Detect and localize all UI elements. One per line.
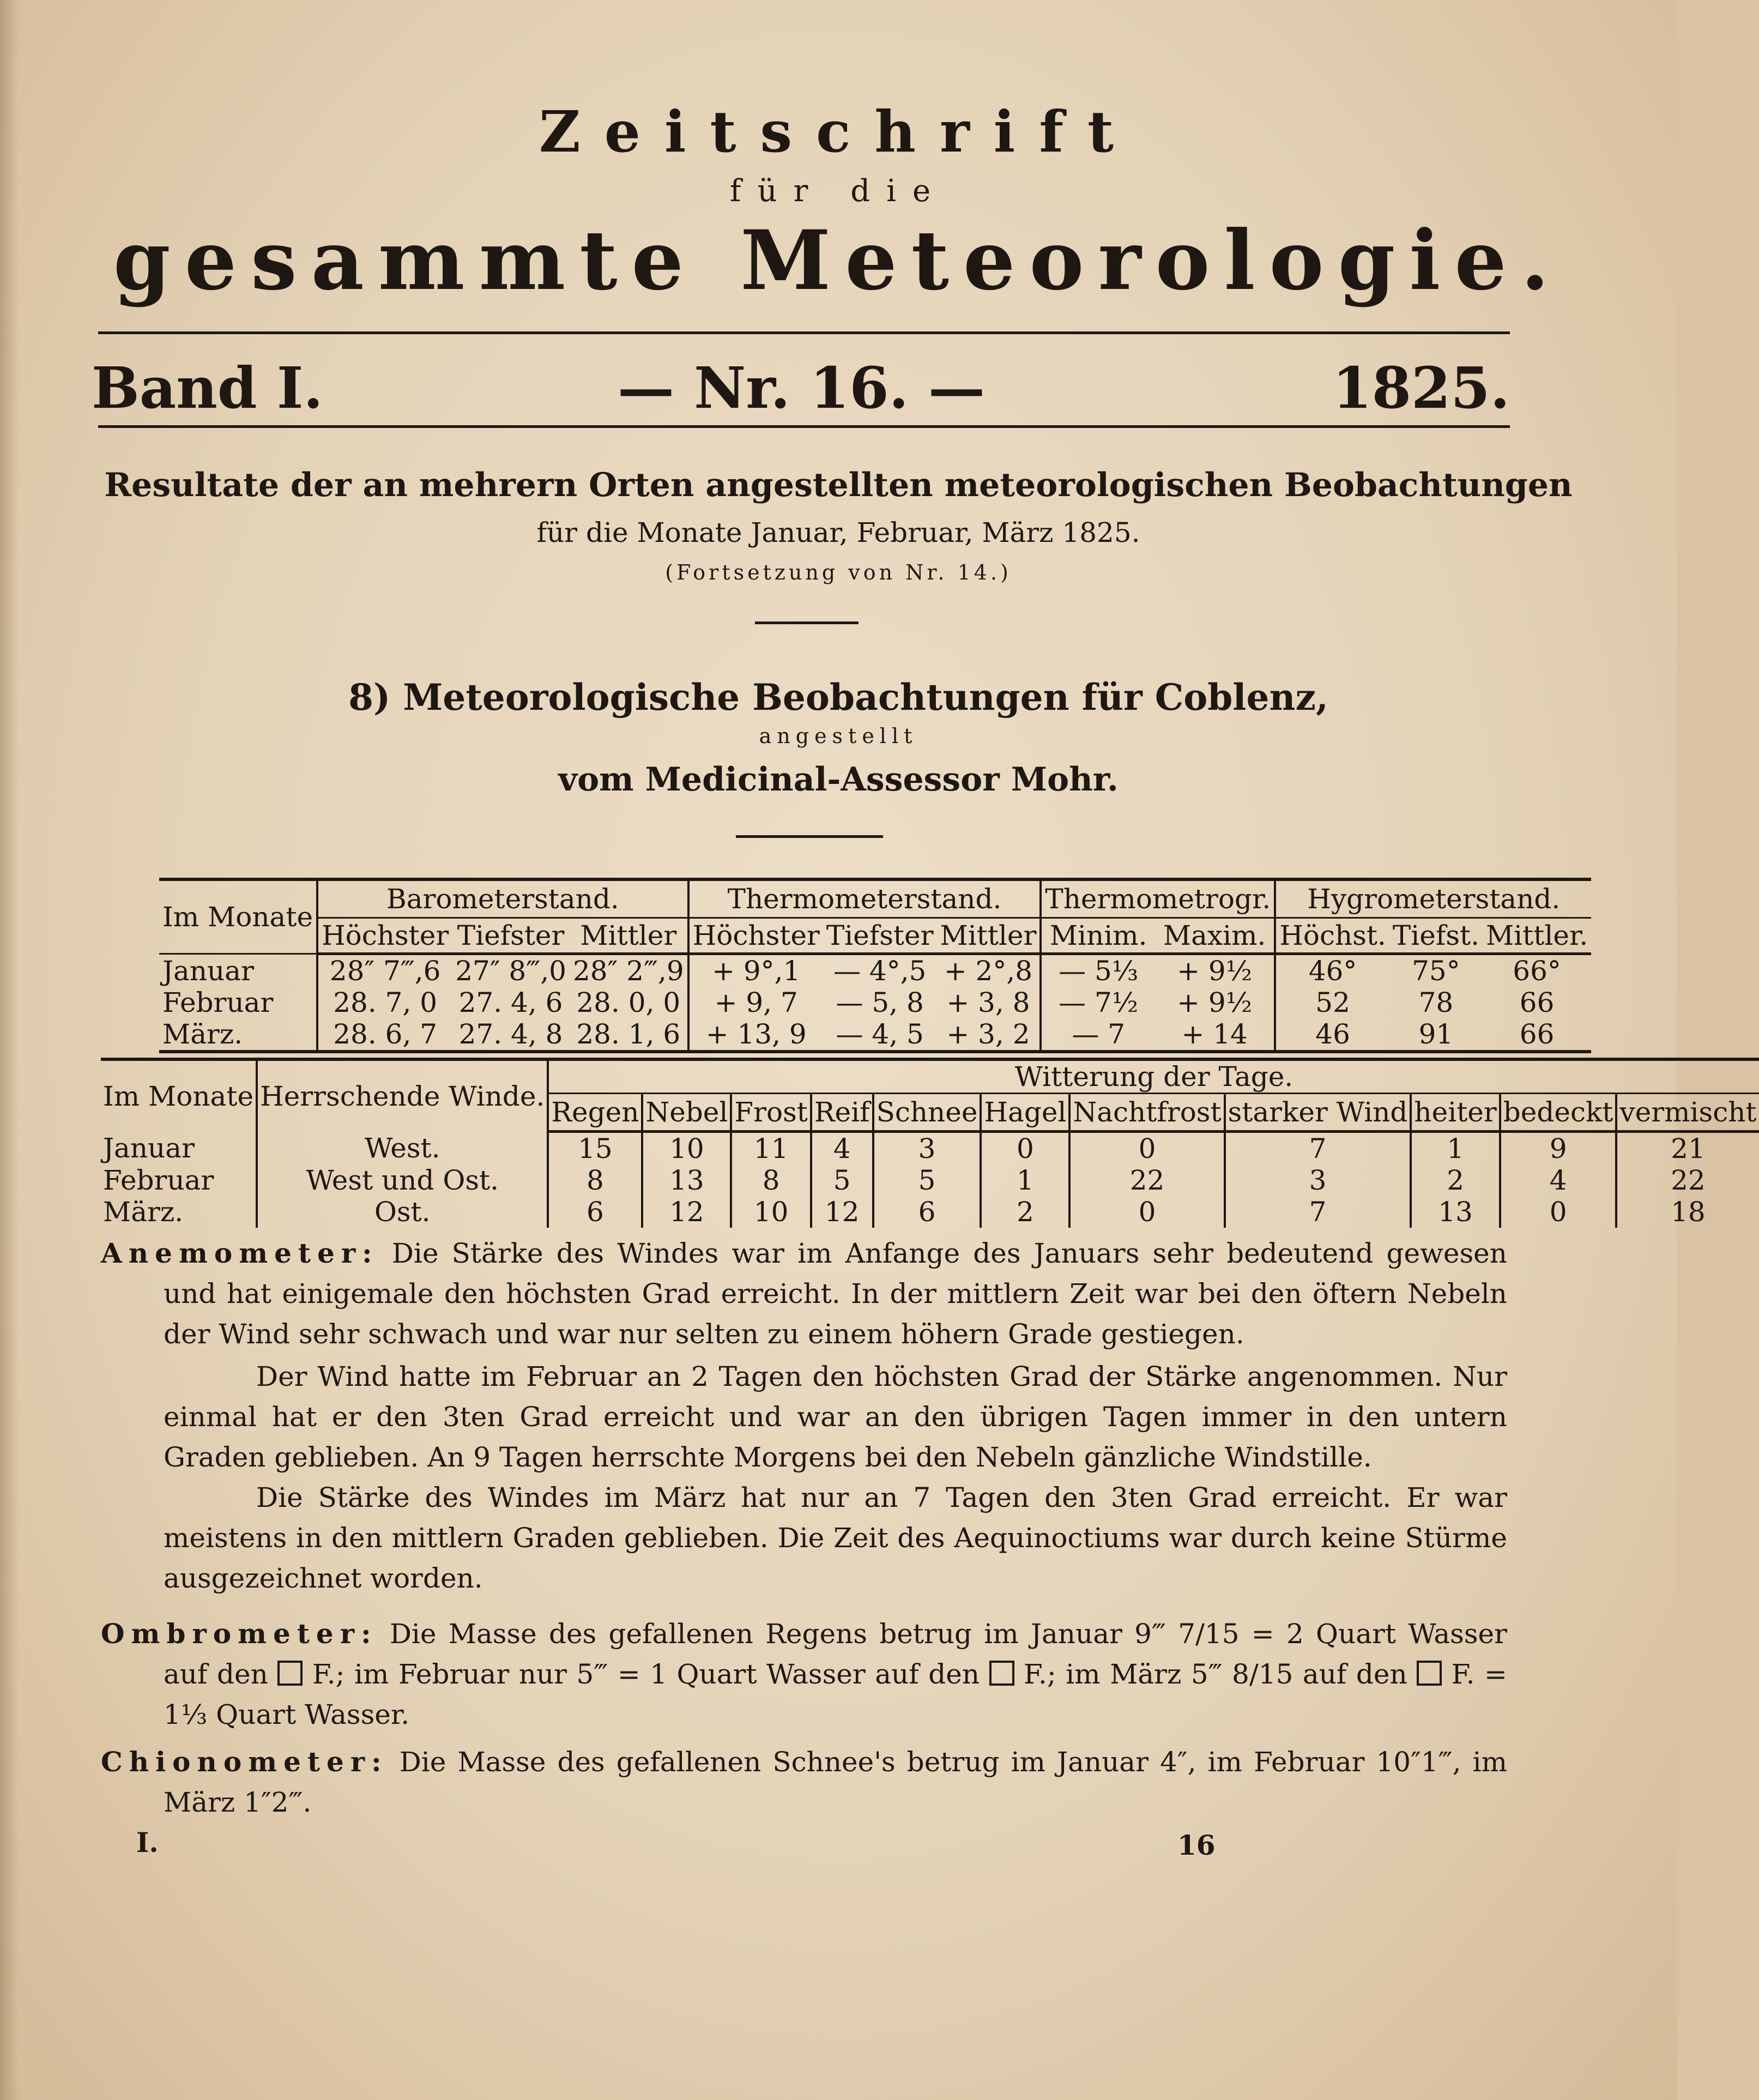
column-header: Mittler.: [1483, 918, 1591, 954]
group-header-barometer: Barometerstand.: [317, 879, 688, 918]
table-cell: 13: [1411, 1196, 1500, 1228]
table-cell: 18: [1616, 1196, 1758, 1228]
column-header: bedeckt: [1500, 1094, 1617, 1132]
table-cell: 1: [1411, 1132, 1500, 1165]
column-header: Minim.: [1041, 918, 1155, 954]
table-cell: 28. 0, 0: [576, 987, 681, 1018]
table-cell: 28. 1, 6: [570, 1018, 688, 1052]
table-cell: + 9, 7: [688, 987, 823, 1018]
table-cell: + 13, 9: [688, 1018, 823, 1052]
table-cell: 5: [873, 1164, 981, 1196]
column-header: Hagel: [981, 1094, 1069, 1132]
month-column-header: Im Monate: [159, 879, 317, 954]
table-row: [101, 1132, 1759, 1165]
section-author: vom Medicinal-Assessor Mohr.: [558, 761, 1119, 799]
table-cell: 78: [1418, 987, 1454, 1018]
table-cell: — 4, 5: [823, 1018, 937, 1052]
table-cell: 5: [811, 1164, 873, 1196]
march-text: Die Stärke des Windes im März hat nur an 7 Tagen den 3ten Grad erreicht. Er war meistens in den mittlern Graden geblieben. Die Zeit des Aequinoctiums war durch keine Stürme ausgezeichnet worden.: [164, 1482, 1507, 1594]
table-cell: + 9½: [1177, 987, 1253, 1018]
table-cell: — 5⅓: [1041, 954, 1155, 987]
square-unit-icon: [277, 1661, 303, 1686]
table-cell: 27″ 8‴,0: [455, 955, 566, 987]
group-header-weather: Witterung der Tage.: [548, 1059, 1758, 1094]
table-cell: — 4°,5: [833, 955, 927, 987]
february-paragraph: [101, 1356, 1507, 1477]
table-cell: 27. 4, 6: [458, 987, 563, 1018]
row-wind: Ost.: [257, 1196, 548, 1228]
section-title: 8) Meteorologische Beobachtungen für Coblenz,: [348, 676, 1328, 719]
divider-rule: [755, 621, 859, 624]
anemometer-label: Anemometer:: [101, 1237, 379, 1269]
table-cell: 66: [1483, 1018, 1591, 1052]
table-cell: 27. 4, 8: [452, 1018, 570, 1052]
instrument-table: [159, 878, 1591, 1053]
table-cell: + 3, 2: [937, 1018, 1041, 1052]
column-header: Tiefst.: [1389, 918, 1483, 954]
table-cell: 6: [548, 1196, 642, 1228]
column-header: Nebel: [642, 1094, 731, 1132]
table-cell: + 3, 8: [946, 987, 1030, 1018]
table-row: [159, 987, 1591, 1018]
table-cell: 11: [731, 1132, 811, 1165]
winds-column-header: Herrschende Winde.: [257, 1059, 548, 1132]
table-cell: 10: [731, 1196, 811, 1228]
ombrometer-text-c: F.; im März 5‴ 8/15 auf den: [1024, 1658, 1407, 1690]
table-cell: 4: [811, 1132, 873, 1165]
column-header: Mittler: [570, 918, 688, 954]
table-cell: 66: [1519, 987, 1555, 1018]
square-unit-icon: [989, 1661, 1014, 1686]
march-paragraph: [101, 1477, 1507, 1598]
table-cell: 12: [642, 1196, 731, 1228]
group-header-hygrometer: Hygrometerstand.: [1275, 879, 1591, 918]
results-heading: Resultate der an mehrern Orten angestellten meteorologischen Beobachtungen: [104, 466, 1573, 504]
table-cell: 22: [1616, 1164, 1758, 1196]
weather-table: [101, 1058, 1759, 1228]
column-header: Frost: [731, 1094, 811, 1132]
row-month: Februar: [103, 1164, 214, 1196]
column-header: Schnee: [873, 1094, 981, 1132]
month-column-header: Im Monate: [101, 1059, 257, 1132]
column-header: Reif: [811, 1094, 873, 1132]
journal-title-line3: gesammte Meteorologie.: [113, 213, 1564, 309]
ombrometer-text-a: Die Masse des gefallenen Regens betrug im Januar 9‴ 7/15 = 2 Quart Wasser auf den: [164, 1618, 1507, 1690]
table-row: [159, 1018, 1591, 1052]
table-cell: 13: [642, 1164, 731, 1196]
table-cell: + 14: [1155, 1018, 1275, 1052]
row-month: März.: [159, 1018, 317, 1052]
table-row: [101, 1196, 1759, 1228]
table-cell: 2: [1411, 1164, 1500, 1196]
table-cell: 46: [1275, 1018, 1389, 1052]
table-cell: 3: [873, 1132, 981, 1165]
table-cell: 75°: [1412, 955, 1460, 987]
table-cell: 28″ 7‴,6: [317, 954, 452, 987]
table-cell: + 2°,8: [944, 955, 1033, 987]
column-header: Tiefster: [823, 918, 937, 954]
year-label: 1825.: [1332, 354, 1510, 421]
section-subtitle: angestellt: [759, 724, 918, 748]
row-month: Februar: [162, 987, 274, 1018]
table-cell: 0: [1069, 1132, 1224, 1165]
group-header-thermometer: Thermometerstand.: [688, 879, 1041, 918]
signature-mark: I.: [136, 1826, 159, 1858]
table-cell: 52: [1275, 987, 1389, 1018]
column-header: Höchst.: [1275, 918, 1389, 954]
column-header: Höchster: [317, 918, 452, 954]
table-cell: 1: [981, 1164, 1069, 1196]
table-cell: 9: [1500, 1132, 1617, 1165]
column-header: Höchster: [688, 918, 823, 954]
row-month: Januar: [162, 955, 254, 987]
column-header: Regen: [548, 1094, 642, 1132]
anemometer-paragraph: [101, 1233, 1507, 1354]
ombrometer-text-d: F. = 1⅓ Quart Wasser.: [164, 1658, 1507, 1730]
february-text: Der Wind hatte im Februar an 2 Tagen den höchsten Grad der Stärke angenommen. Nur einmal hat er den 3ten Grad erreicht und war an den übrigen Tagen immer in den untern Graden geblieben. An 9 Tagen herrschte Morgens bei den Nebeln gänzliche Windstille.: [164, 1361, 1507, 1473]
table-cell: 28. 6, 7: [317, 1018, 452, 1052]
ombrometer-label: Ombrometer:: [101, 1618, 378, 1650]
table-cell: 8: [548, 1164, 642, 1196]
table-cell: 6: [873, 1196, 981, 1228]
journal-title-line2: für die: [729, 173, 947, 209]
column-header: Tiefster: [452, 918, 570, 954]
table-cell: — 5, 8: [836, 987, 924, 1018]
table-row: [159, 954, 1591, 987]
row-month: März.: [103, 1196, 184, 1228]
header-rule-top: [98, 331, 1510, 334]
table-cell: 0: [1069, 1196, 1224, 1228]
table-cell: — 7½: [1041, 987, 1155, 1018]
column-header: Maxim.: [1155, 918, 1275, 954]
table-row: [101, 1164, 1759, 1196]
table-cell: 8: [731, 1164, 811, 1196]
volume-label: Band I.: [92, 354, 323, 421]
page-number: 16: [1177, 1829, 1216, 1861]
table-cell: 46°: [1275, 954, 1389, 987]
column-header: vermischt: [1616, 1094, 1758, 1132]
table-cell: 12: [811, 1196, 873, 1228]
table-cell: 2: [981, 1196, 1069, 1228]
chionometer-paragraph: [101, 1742, 1507, 1823]
table-cell: 28″ 2‴,9: [572, 955, 684, 987]
anemometer-text: Die Stärke des Windes war im Anfange des Januars sehr bedeutend gewesen und hat einigemale den höchsten Grad erreicht. In der mittlern Zeit war bei den öftern Nebeln der Wind sehr schwach und war nur selten zu einem höhern Grade gestiegen.: [164, 1238, 1507, 1350]
table-cell: 91: [1389, 1018, 1483, 1052]
table-cell: 7: [1225, 1132, 1411, 1165]
table-cell: 0: [981, 1132, 1069, 1165]
row-wind: West.: [257, 1132, 548, 1165]
table-cell: 66°: [1513, 955, 1561, 987]
column-header: starker Wind: [1225, 1094, 1411, 1132]
results-months: für die Monate Januar, Februar, März 1825.: [536, 517, 1140, 548]
table-cell: 21: [1616, 1132, 1758, 1165]
table-cell: + 9°,1: [688, 954, 823, 987]
square-unit-icon: [1417, 1661, 1442, 1686]
row-wind: West und Ost.: [257, 1164, 548, 1196]
table-cell: 0: [1500, 1196, 1617, 1228]
table-cell: 7: [1225, 1196, 1411, 1228]
table-cell: + 9½: [1177, 955, 1253, 987]
ombrometer-text-b: F.; im Februar nur 5‴ = 1 Quart Wasser auf den: [312, 1658, 980, 1690]
table-cell: 4: [1500, 1164, 1617, 1196]
column-header: heiter: [1411, 1094, 1500, 1132]
divider-rule: [736, 835, 883, 838]
ombrometer-paragraph: [101, 1614, 1507, 1735]
row-month: Januar: [103, 1132, 195, 1164]
table-cell: — 7: [1041, 1018, 1155, 1052]
issue-number: — Nr. 16. —: [617, 354, 986, 421]
column-header: Mittler: [937, 918, 1041, 954]
table-cell: 15: [548, 1132, 642, 1165]
column-header: Nachtfrost: [1069, 1094, 1224, 1132]
results-continuation: (Fortsetzung von Nr. 14.): [665, 560, 1012, 584]
header-rule-bottom: [98, 425, 1510, 428]
chionometer-label: Chionometer:: [101, 1746, 388, 1778]
table-cell: 10: [642, 1132, 731, 1165]
table-cell: 28. 7, 0: [317, 987, 452, 1018]
table-cell: 3: [1225, 1164, 1411, 1196]
chionometer-text: Die Masse des gefallenen Schnee's betrug im Januar 4″, im Februar 10″1‴, im März 1″2‴.: [164, 1746, 1507, 1818]
table-cell: 22: [1069, 1164, 1224, 1196]
journal-title-line1: Zeitschrift: [539, 98, 1138, 165]
group-header-thermometrograph: Thermometrogr.: [1041, 879, 1275, 918]
